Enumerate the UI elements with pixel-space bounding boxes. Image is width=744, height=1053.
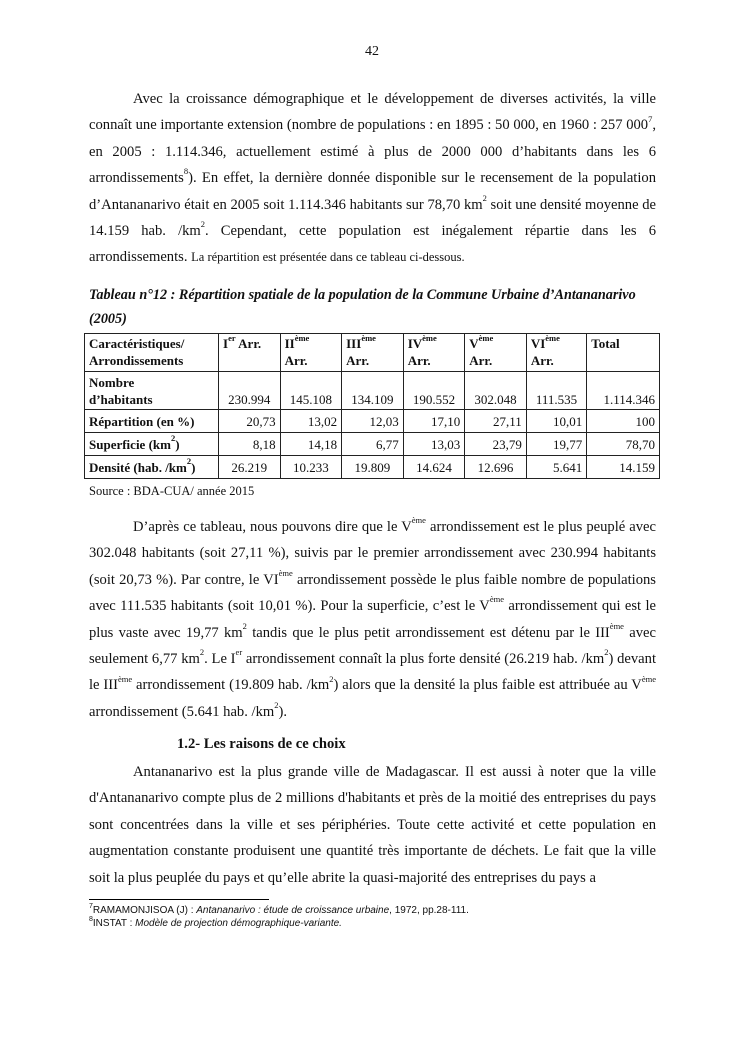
row-label: Superficie $(km^2)$ bbox=[85, 433, 219, 456]
table-cell: 190.552 bbox=[403, 372, 465, 410]
table-cell: 26.219 bbox=[219, 456, 281, 479]
table-cell: 5.641 bbox=[526, 456, 586, 479]
table-header-row bbox=[85, 334, 660, 372]
table-cell: 20,73 bbox=[219, 410, 281, 433]
header-col-4: IVème Arr. bbox=[403, 334, 465, 372]
table-cell: 19,77 bbox=[526, 433, 586, 456]
table-cell: 23,79 bbox=[465, 433, 527, 456]
table-row bbox=[85, 410, 660, 433]
footnote-8: $^8$INSTAT : Modèle de projection démographique-variante. bbox=[89, 915, 342, 929]
table-cell: 27,11 bbox=[465, 410, 527, 433]
footnotes bbox=[89, 904, 469, 930]
table-cell: 13,02 bbox=[280, 410, 342, 433]
table-cell: 14.624 bbox=[403, 456, 465, 479]
header-col-3: IIIème Arr. bbox=[342, 334, 404, 372]
table-cell: 10,01 bbox=[526, 410, 586, 433]
table-caption: Tableau n°12 : Répartition spatiale de la population de la Commune Urbaine d’Antananarivo (2005) bbox=[89, 287, 636, 327]
page-number: 42 bbox=[365, 44, 379, 59]
table-row bbox=[85, 433, 660, 456]
analysis-paragraph: D’après ce tableau, nous pouvons dire que le Vème arrondissement est le plus peuplé avec 302.048 habitants (soit 27,11 %), suivis par le premier arrondissement avec 230.994 habitants (soit 20,73 %). Par contre, le VIème arrondissement possède le plus faible nombre de populations avec 111.535 habitants (soit 10,01 %). Pour la superficie, c’est le Vème arrondissement qui est le plus vaste avec 19,77 $km^2$ tandis que le plus petit arrondissement est détenu par le IIIème avec seulement 6,77 $km^2$. Le Ier arrondissement connaît la plus forte densité (26.219 hab. $/km^2$) devant le IIIème arrondissement (19.809 hab. $/km^2$) alors que la densité la plus faible est attribuée au Vème arrondissement (5.641 hab. $/km^2$). bbox=[89, 515, 656, 720]
table-cell: 12,03 bbox=[342, 410, 404, 433]
table-cell: 13,03 bbox=[403, 433, 465, 456]
table-cell: 10.233 bbox=[280, 456, 342, 479]
table-cell: 78,70 bbox=[587, 433, 660, 456]
table-cell: 17,10 bbox=[403, 410, 465, 433]
population-table bbox=[84, 333, 660, 479]
table-cell: 6,77 bbox=[342, 433, 404, 456]
header-col-total: Total bbox=[587, 334, 660, 372]
table-cell: 145.108 bbox=[280, 372, 342, 410]
header-col-5: Vème Arr. bbox=[465, 334, 527, 372]
table-cell: 12.696 bbox=[465, 456, 527, 479]
table-cell: 19.809 bbox=[342, 456, 404, 479]
intro-paragraph: Avec la croissance démographique et le développement de diverses activités, la ville connaît une importante extension (nombre de populations : en 1895 : 50 000, en 1960 : 257 $000^7$, en 2005 : 1.114.346, actuellement estimé à plus de 2000 000 d’habitants dans les 6 arrondissements$^8$). En effet, la dernière donnée disponible sur le recensement de la population d’Antananarivo était en 2005 soit 1.114.346 habitants sur 78,70 $km^2$ soit une densité moyenne de 14.159 hab. $/km^2$. Cependant, cette population est inégalement répartie dans les 6 arrondissements. La répartition est présentée dans ce tableau ci-dessous. bbox=[89, 91, 656, 266]
table-cell: 134.109 bbox=[342, 372, 404, 410]
row-label: Répartition (en %) bbox=[85, 410, 219, 433]
header-col-2: IIème Arr. bbox=[280, 334, 342, 372]
table-cell: 14.159 bbox=[587, 456, 660, 479]
header-col-6: VIème Arr. bbox=[526, 334, 586, 372]
table-cell: 302.048 bbox=[465, 372, 527, 410]
reasons-paragraph: Antananarivo est la plus grande ville de Madagascar. Il est aussi à noter que la ville d'Antananarivo compte plus de 2 millions d'habitants et près de la moitié des entreprises du pays sont concentrées dans la ville et ses périphéries. Toute cette activité et cette population en augmentation constante produisent une quantité très importante de déchets. Le fait que la ville soit la plus peuplée du pays et qu’elle abrite la quasi-majorité des entreprises du pays a bbox=[89, 764, 656, 886]
header-label: Caractéristiques/ Arrondissements bbox=[85, 334, 219, 372]
table-row bbox=[85, 372, 660, 410]
table-cell: 8,18 bbox=[219, 433, 281, 456]
table-cell: 1.114.346 bbox=[587, 372, 660, 410]
section-heading: 1.2- Les raisons de ce choix bbox=[177, 736, 346, 752]
footnote-ref-7: 7 bbox=[648, 113, 653, 124]
footnote-ref-8: 8 bbox=[183, 166, 189, 177]
table-source: Source : BDA-CUA/ année 2015 bbox=[89, 484, 255, 498]
footnote-7: $^7$RAMAMONJISOA (J) : Antananarivo : étude de croissance urbaine, 1972, pp.28-111. bbox=[89, 902, 469, 916]
table-cell: 100 bbox=[587, 410, 660, 433]
table-cell: 230.994 bbox=[219, 372, 281, 410]
table-cell: 111.535 bbox=[526, 372, 586, 410]
footnote-divider bbox=[89, 899, 269, 900]
header-col-1: Ier Arr. bbox=[219, 334, 281, 372]
row-label: Densité (hab. $/km^2$) bbox=[85, 456, 219, 479]
row-label: Nombre d’habitants bbox=[85, 372, 219, 410]
table-row bbox=[85, 456, 660, 479]
table-cell: 14,18 bbox=[280, 433, 342, 456]
